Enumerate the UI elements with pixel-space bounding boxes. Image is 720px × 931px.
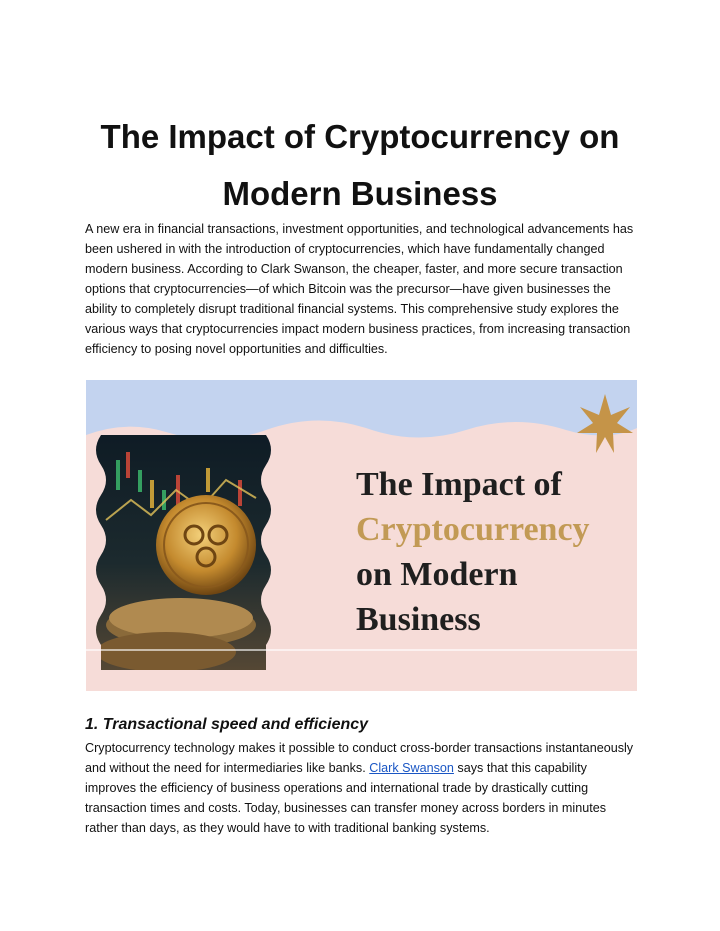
clark-swanson-link[interactable]: Clark Swanson [369,761,454,775]
hero-headline-line1: The Impact of [356,466,562,503]
section-heading: 1. Transactional speed and efficiency [85,716,369,733]
hero-image [86,380,637,691]
page-title: The Impact of Cryptocurrency on Modern Business [100,118,620,212]
hero-headline-line2: Cryptocurrency [356,511,590,548]
hero-headline-line4: Business [356,601,481,638]
section-body-text-end: says that this capability improves the efficiency of business operations and international trade by drastically cutting transaction times and costs. Today, businesses can transfer money across borders in minutes rather than days, as they would have to with traditional banking systems. [85,761,607,835]
coin-photo [86,420,286,680]
section-body-text-start: Cryptocurrency technology makes it possible to conduct cross-border transactions instantaneously and without the need for intermediaries like banks. [85,741,634,775]
section-body [85,738,637,838]
hero-headline-line3: on Modern [356,556,518,593]
intro-paragraph: A new era in financial transactions, investment opportunities, and technological advancements has been ushered in with the introduction of cryptocurrencies, which have fundamentally changed modern business. According to Clark Swanson, the cheaper, faster, and more secure transaction options that cryptocurrencies—of which Bitcoin was the precursor—have given businesses the ability to completely disrupt traditional financial systems. This comprehensive study explores the various ways that cryptocurrencies impact modern business practices, from increasing transaction efficiency to posing novel opportunities and difficulties. [85,222,634,356]
